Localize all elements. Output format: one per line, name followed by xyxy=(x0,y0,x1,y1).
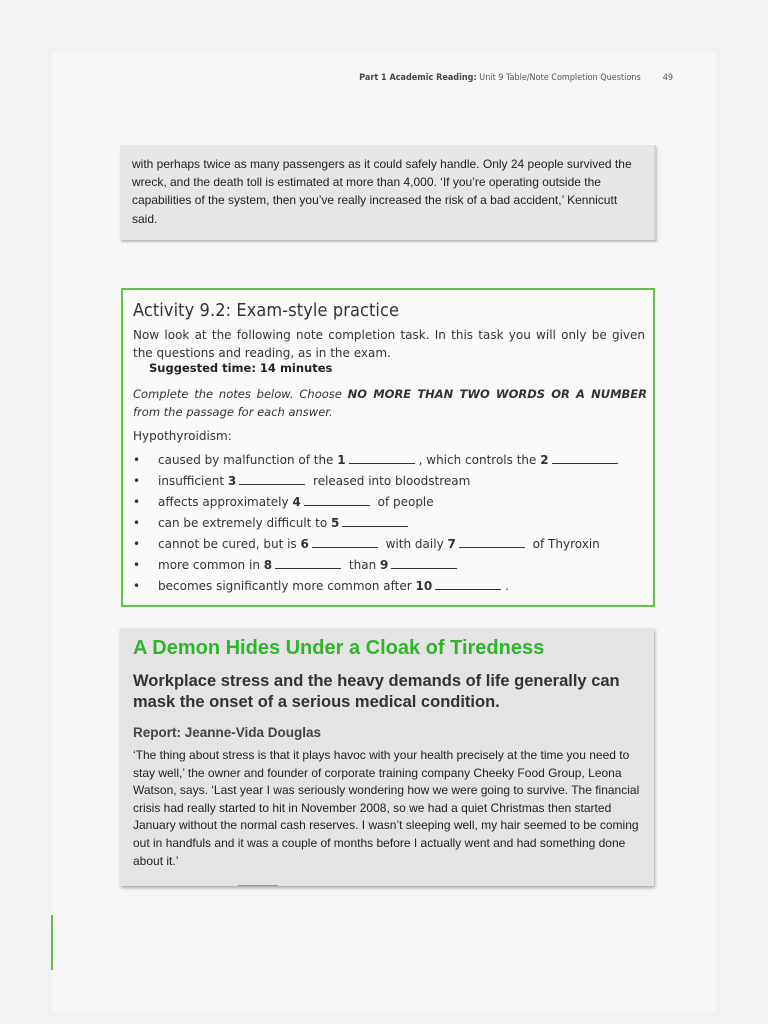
note-item xyxy=(133,514,633,535)
question-number: 6 xyxy=(300,537,309,551)
passage-continued-text: with perhaps twice as many passengers as it could safely handle. Only 24 people survived the wreck, and the death toll is estimated at more than 4,000. ‘If you’re operating outside the capabilities of the system, then you’ve really increased the risk of a bad accident,’ Kennicutt said. xyxy=(132,157,632,226)
passage-continued-box xyxy=(120,145,656,240)
note-text: of people xyxy=(373,495,434,509)
suggested-time: Suggested time: 14 minutes xyxy=(149,361,333,375)
note-text: released into bloodstream xyxy=(309,474,471,488)
article-standfirst: Workplace stress and the heavy demands of life generally can mask the onset of a serious medical condition. xyxy=(133,672,620,711)
answer-blank[interactable] xyxy=(239,473,305,485)
activity-title: Activity 9.2: Exam-style practice xyxy=(133,300,400,321)
bullet: • xyxy=(133,495,141,509)
answer-blank[interactable] xyxy=(459,536,525,548)
question-number: 5 xyxy=(331,516,340,530)
question-number: 9 xyxy=(380,558,389,572)
header-unit: Unit 9 Table/Note Completion Questions xyxy=(479,73,641,83)
running-header xyxy=(359,73,673,83)
note-text: becomes significantly more common after xyxy=(158,579,416,593)
note-text: cannot be cured, but is xyxy=(158,537,301,551)
question-number: 2 xyxy=(540,453,549,467)
bullet: • xyxy=(133,453,141,467)
question-number: 7 xyxy=(447,537,456,551)
article-body: ‘The thing about stress is that it plays havoc with your health precisely at the time you need to stay well,’ the owner and founder of corporate training company Cheeky Food Group, Leona Watson, says. ‘Last year I was seriously wondering how we were going to survive. The financial crisis had really started to hit in November 2008, so we had a quiet Christmas then started January without the normal cash reserves. I wasn’t sleeping well, my hair seemed to be coming out in handfuls and it was a couple of months before I actually went and had something done about it.’ xyxy=(133,748,640,868)
answer-blank[interactable] xyxy=(342,515,408,527)
question-number: 3 xyxy=(227,474,237,488)
note-text: . xyxy=(505,579,510,593)
bullet: • xyxy=(133,516,141,530)
header-separator: : xyxy=(473,73,477,83)
article-headline: A Demon Hides Under a Cloak of Tiredness xyxy=(133,637,545,659)
question-number: 1 xyxy=(337,453,346,467)
instruction-pre: Complete the notes below. Choose xyxy=(133,387,348,401)
answer-blank[interactable] xyxy=(312,536,378,548)
decorative-rule xyxy=(238,885,278,886)
article-byline: Report: Jeanne-Vida Douglas xyxy=(133,725,322,740)
note-text: more common in xyxy=(158,558,264,572)
note-text: with daily xyxy=(381,537,448,551)
header-section: Part 1 Academic Reading xyxy=(359,73,474,83)
activity-instruction xyxy=(133,385,647,421)
page-number: 49 xyxy=(662,73,673,83)
bullet: • xyxy=(133,558,141,572)
note-text: caused by malfunction of the xyxy=(158,453,338,467)
activity-box xyxy=(121,288,655,607)
margin-mark xyxy=(51,915,53,970)
instruction-post: from the passage for each answer. xyxy=(133,405,333,419)
answer-blank[interactable] xyxy=(391,557,457,569)
note-text: , which controls the xyxy=(418,453,541,467)
question-number: 8 xyxy=(263,558,273,572)
note-item xyxy=(133,451,633,472)
bullet: • xyxy=(133,579,141,593)
note-item xyxy=(133,556,633,577)
answer-blank[interactable] xyxy=(304,494,370,506)
note-text: of Thyroxin xyxy=(528,537,600,551)
article-box xyxy=(120,628,654,886)
note-text: insufficient xyxy=(158,474,228,488)
question-number: 4 xyxy=(292,495,301,509)
note-item xyxy=(133,577,633,598)
instruction-bold: NO MORE THAN TWO WORDS OR A NUMBER xyxy=(347,387,647,401)
note-text: than xyxy=(345,558,380,572)
answer-blank[interactable] xyxy=(275,557,341,569)
bullet: • xyxy=(133,537,141,551)
note-item xyxy=(133,472,633,493)
note-item xyxy=(133,493,633,514)
question-number: 10 xyxy=(415,579,433,593)
answer-blank[interactable] xyxy=(552,452,618,464)
note-item xyxy=(133,535,633,556)
bullet: • xyxy=(133,474,141,488)
note-text: affects approximately xyxy=(158,495,293,509)
notes-list xyxy=(133,451,633,598)
note-text: can be extremely difficult to xyxy=(158,516,332,530)
activity-intro: Now look at the following note completion task. In this task you will only be given the questions and reading, as in the exam. xyxy=(133,328,645,360)
notes-subheading: Hypothyroidism: xyxy=(133,429,232,443)
answer-blank[interactable] xyxy=(435,578,501,590)
answer-blank[interactable] xyxy=(349,452,415,464)
